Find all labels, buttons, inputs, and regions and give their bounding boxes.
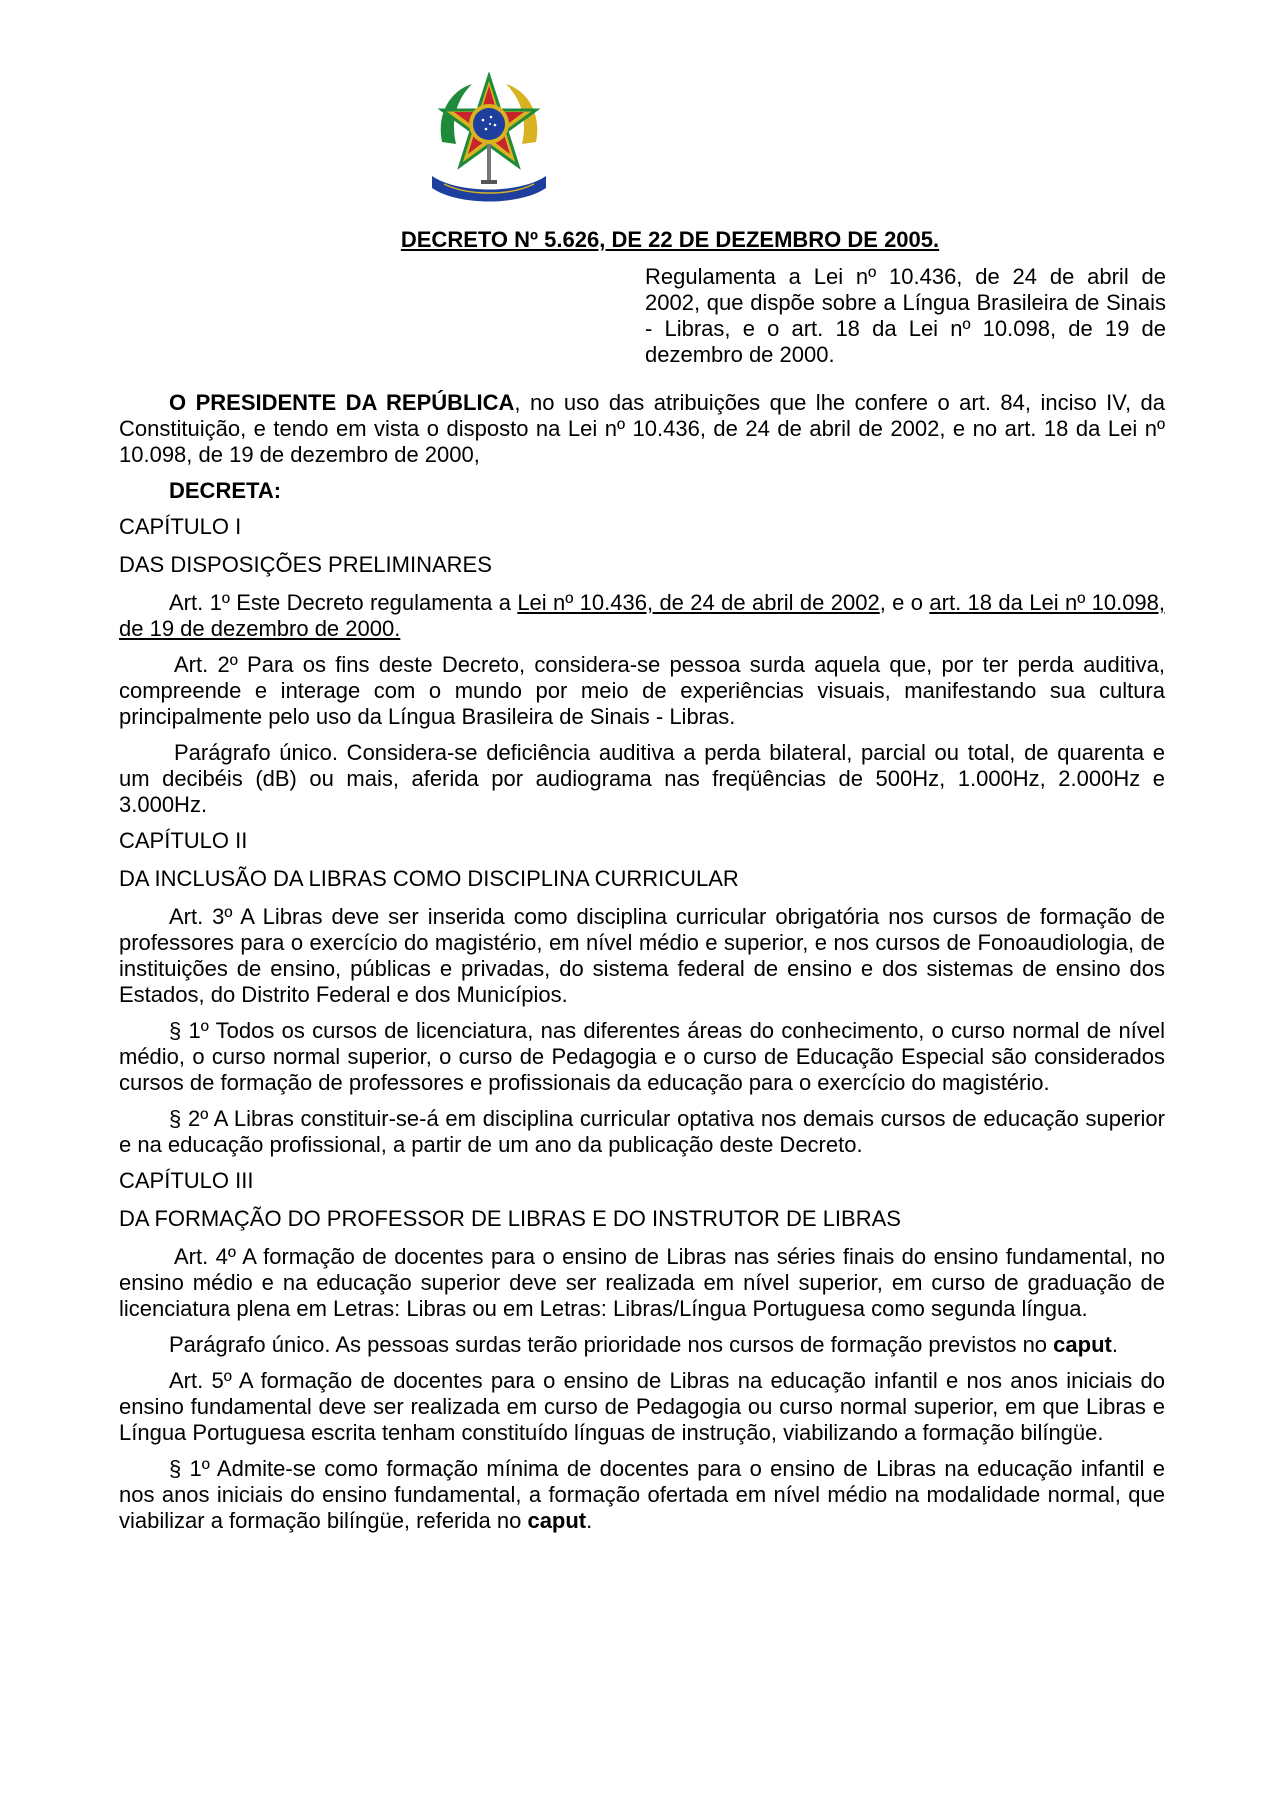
caput-term: caput [1053,1332,1112,1357]
preamble-paragraph [119,390,1165,468]
article-2-sole-paragraph: Parágrafo único. Considera-se deficiência auditiva a perda bilateral, parcial ou total, de quarenta e um decibéis (dB) ou mais, aferida por audiograma nas freqüências de 500Hz, 1.000Hz, 2.000Hz e 3.000Hz. [119,740,1165,817]
article-3: Art. 3º A Libras deve ser inserida como disciplina curricular obrigatória nos cursos de formação de professores para o exercício do magistério, em nível médio e superior, e nos cursos de Fonoaudiologia, de instituições de ensino, públicas e privadas, do sistema federal de ensino e dos sistemas de ensino dos Estados, do Distrito Federal e dos Municípios. [119,904,1166,1007]
chapter-3-name: DA FORMAÇÃO DO PROFESSOR DE LIBRAS E DO INSTRUTOR DE LIBRAS [119,1206,901,1231]
article-1: Art. 1º Este Decreto regulamenta a Lei nº 10.436, de 24 de abril de 2002, e o art. 18 da Lei nº 10.098, de 19 de dezembro de 2000. [119,590,1166,641]
article-5-prefix: Art. 5º [169,1368,232,1393]
decree-title: DECRETO Nº 5.626, DE 22 DE DEZEMBRO DE 2005. [400,227,940,252]
article-4: Art. 4º A formação de docentes para o ensino de Libras nas séries finais do ensino fundamental, no ensino médio e na educação superior deve ser realizada em nível superior, em curso de graduação de licenciatura plena em Letras: Libras ou em Letras: Libras/Língua Portuguesa como segunda língua. [119,1244,1166,1321]
article-1-prefix: Art. 1º [169,590,230,615]
chapter-3-title: CAPÍTULO III [119,1168,254,1193]
article-5-paragraph-1: § 1º Admite-se como formação mínima de docentes para o ensino de Libras na educação infantil e nos anos iniciais do ensino fundamental, a formação ofertada em nível médio na modalidade normal, que viabilizar a formação bilíngüe, referida no caput. [119,1456,1165,1533]
chapter-1-name: DAS DISPOSIÇÕES PRELIMINARES [119,552,492,577]
article-5: Art. 5º A formação de docentes para o ensino de Libras na educação infantil e nos anos iniciais do ensino fundamental deve ser realizada em curso de Pedagogia ou curso normal superior, em que Libras e Língua Portuguesa escrita tenham constituído línguas de instrução, viabilizando a formação bilíngüe. [119,1368,1166,1445]
chapter-2-name: DA INCLUSÃO DA LIBRAS COMO DISCIPLINA CURRICULAR [119,866,739,891]
article-3-prefix: Art. 3º [169,904,233,929]
decree-summary: Regulamenta a Lei nº 10.436, de 24 de abril de 2002, que dispõe sobre a Língua Brasileira de Sinais - Libras, e o art. 18 da Lei nº 10.098, de 19 de dezembro de 2000. [645,264,1166,367]
article-3-paragraph-1: § 1º Todos os cursos de licenciatura, nas diferentes áreas do conhecimento, o curso normal de nível médio, o curso normal superior, o curso de Pedagogia e o curso de Educação Especial são considerados cursos de formação de professores e profissionais da educação para o exercício do magistério. [119,1018,1165,1095]
article-4-prefix: Art. 4º [174,1244,236,1269]
preamble-text: , no uso das atribuições que lhe confere o art. 84, inciso IV, da Constituição, e tendo em vista o disposto na Lei nº 10.436, de 24 de abril de 2002, e no art. 18 da Lei nº 10.098, de 19 de dezembro de 2000, [119,390,1165,467]
preamble-author: O PRESIDENTE DA REPÚBLICA [169,390,515,415]
law-10098-art18-link[interactable]: art. 18 da Lei nº 10.098, de 19 de dezembro de 2000. [119,590,1166,641]
article-3-paragraph-2: § 2º A Libras constituir-se-á em disciplina curricular optativa nos demais cursos de educação superior e na educação profissional, a partir de um ano da publicação deste Decreto. [119,1106,1165,1157]
chapter-1-title: CAPÍTULO I [119,514,242,539]
chapter-2-title: CAPÍTULO II [119,828,248,853]
article-4-sole-paragraph: Parágrafo único. As pessoas surdas terão prioridade nos cursos de formação previstos no caput. [169,1332,1118,1357]
decreta-heading: DECRETA: [169,478,282,503]
coat-of-arms-brazil-emblem [428,72,550,208]
article-2: Art. 2º Para os fins deste Decreto, considera-se pessoa surda aquela que, por ter perda auditiva, compreende e interage com o mundo por meio de experiências visuais, manifestando sua cultura principalmente pelo uso da Língua Brasileira de Sinais - Libras. [119,652,1166,729]
decree-body [119,390,1165,1544]
caput-term: caput [527,1508,587,1533]
law-10436-link[interactable]: Lei nº 10.436, de 24 de abril de 2002 [517,590,880,615]
article-2-prefix: Art. 2º [174,652,238,677]
